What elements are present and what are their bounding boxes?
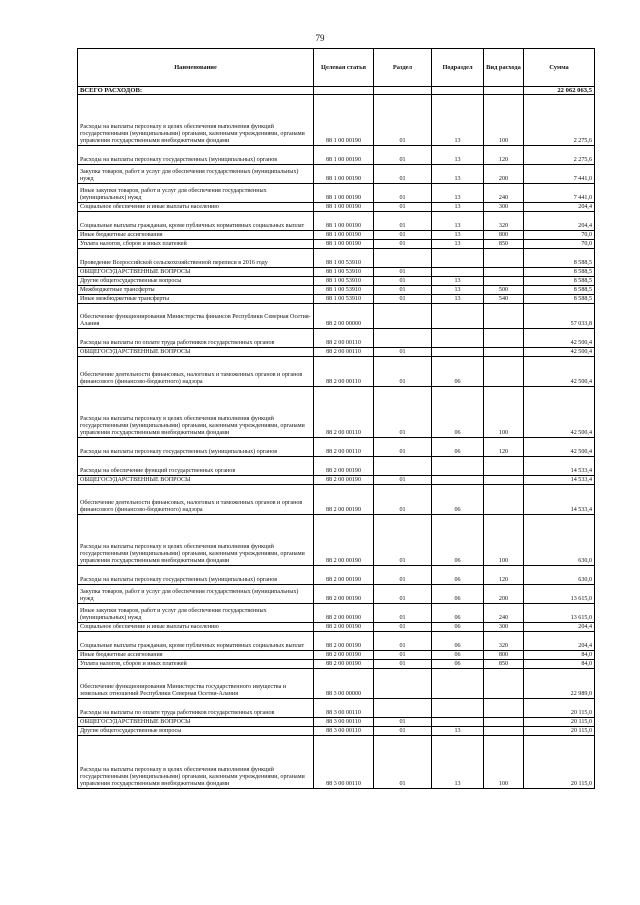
cell-target: 88 1 00 00190 (314, 240, 374, 249)
cell-type: 320 (484, 212, 524, 231)
cell-subsection: 06 (432, 566, 484, 585)
table-row (78, 485, 595, 515)
cell-section: 01 (374, 240, 432, 249)
cell-name: Расходы на обеспечение функций государственных органов (78, 457, 314, 476)
table-row (78, 438, 595, 457)
table-row (78, 718, 595, 727)
cell-name: Другие общегосударственные вопросы (78, 277, 314, 286)
header-sum: Сумма (524, 49, 595, 87)
table-row (78, 669, 595, 699)
cell-name: Иные бюджетные ассигнования (78, 651, 314, 660)
cell-sum: 2 275,6 (524, 95, 595, 146)
budget-table (77, 48, 595, 789)
cell-target: 88 1 00 00190 (314, 184, 374, 203)
cell-sum: 7 441,0 (524, 184, 595, 203)
cell-name: Социальные выплаты гражданам, кроме публичных нормативных социальных выплат (78, 632, 314, 651)
cell-target: 88 1 00 53910 (314, 249, 374, 268)
cell-type: 100 (484, 95, 524, 146)
cell-target: 88 3 00 00110 (314, 718, 374, 727)
cell-section (374, 669, 432, 699)
cell-subsection (432, 329, 484, 348)
cell-name: Закупка товаров, работ и услуг для обеспечения государственных (муниципальных) нужд (78, 165, 314, 184)
cell-section: 01 (374, 277, 432, 286)
cell-name: Уплата налогов, сборов и иных платежей (78, 240, 314, 249)
cell-subsection: 06 (432, 651, 484, 660)
cell-name: Социальное обеспечение и иные выплаты населению (78, 623, 314, 632)
cell-sum: 20 115,0 (524, 699, 595, 718)
cell-target: 88 3 00 00000 (314, 669, 374, 699)
cell-subsection: 06 (432, 632, 484, 651)
cell-section (374, 87, 432, 95)
cell-section: 01 (374, 387, 432, 438)
cell-target: 88 3 00 00110 (314, 736, 374, 789)
cell-section: 01 (374, 438, 432, 457)
cell-type (484, 304, 524, 329)
cell-type: 200 (484, 585, 524, 604)
cell-type: 300 (484, 203, 524, 212)
cell-section (374, 699, 432, 718)
cell-sum: 8 588,5 (524, 277, 595, 286)
header-name: Наименование (78, 49, 314, 87)
table-row (78, 95, 595, 146)
cell-target: 88 1 00 53910 (314, 286, 374, 295)
cell-section: 01 (374, 295, 432, 304)
cell-subsection: 06 (432, 485, 484, 515)
table-row (78, 632, 595, 651)
cell-target: 88 2 00 00190 (314, 485, 374, 515)
cell-name: Закупка товаров, работ и услуг для обеспечения государственных (муниципальных) нужд (78, 585, 314, 604)
cell-sum: 8 588,5 (524, 295, 595, 304)
cell-target: 88 1 00 00190 (314, 95, 374, 146)
cell-section: 01 (374, 485, 432, 515)
cell-subsection: 06 (432, 515, 484, 566)
cell-name: Иные межбюджетные трансферты (78, 295, 314, 304)
cell-subsection: 06 (432, 623, 484, 632)
cell-type (484, 357, 524, 387)
cell-section (374, 249, 432, 268)
cell-name: ОБЩЕГОСУДАРСТВЕННЫЕ ВОПРОСЫ (78, 268, 314, 277)
table-row (78, 249, 595, 268)
table-header-row (78, 49, 595, 87)
cell-subsection (432, 249, 484, 268)
cell-target: 88 2 00 00000 (314, 304, 374, 329)
cell-sum: 20 115,0 (524, 718, 595, 727)
table-row (78, 727, 595, 736)
cell-type: 800 (484, 231, 524, 240)
cell-subsection (432, 699, 484, 718)
cell-target: 88 2 00 00110 (314, 357, 374, 387)
table-row (78, 348, 595, 357)
cell-section: 01 (374, 95, 432, 146)
table-row (78, 660, 595, 669)
cell-section: 01 (374, 651, 432, 660)
page-number: 79 (315, 33, 325, 43)
cell-subsection (432, 87, 484, 95)
cell-target: 88 1 00 00190 (314, 212, 374, 231)
cell-name: Обеспечение деятельности финансовых, налоговых и таможенных органов и органов финансового (финансово-бюджетного) надзора (78, 485, 314, 515)
cell-name: Иные закупки товаров, работ и услуг для обеспечения государственных (муниципальных) нужд (78, 604, 314, 623)
cell-target: 88 3 00 00110 (314, 699, 374, 718)
cell-section: 01 (374, 165, 432, 184)
cell-section: 01 (374, 604, 432, 623)
cell-type: 100 (484, 736, 524, 789)
table-row (78, 329, 595, 348)
cell-section: 01 (374, 146, 432, 165)
cell-sum: 2 275,6 (524, 146, 595, 165)
cell-name: Иные бюджетные ассигнования (78, 231, 314, 240)
cell-target: 88 1 00 00190 (314, 231, 374, 240)
cell-subsection: 06 (432, 357, 484, 387)
cell-type (484, 268, 524, 277)
cell-section: 01 (374, 566, 432, 585)
cell-type: 850 (484, 660, 524, 669)
cell-target: 88 2 00 00190 (314, 566, 374, 585)
cell-sum: 8 588,5 (524, 249, 595, 268)
cell-name: Расходы на выплаты персоналу в целях обеспечения выполнения функций государственными (муниципальными) органами, казенными учреждениями, органами управления государственными внебюджетными фондами (78, 736, 314, 789)
cell-section: 01 (374, 736, 432, 789)
cell-target: 88 2 00 00190 (314, 515, 374, 566)
cell-type (484, 348, 524, 357)
cell-target: 88 1 00 00190 (314, 203, 374, 212)
table-row (78, 277, 595, 286)
table-row (78, 515, 595, 566)
cell-section (374, 457, 432, 476)
cell-section: 01 (374, 727, 432, 736)
cell-subsection: 06 (432, 438, 484, 457)
table-row (78, 212, 595, 231)
cell-name: Обеспечение функционирования Министерства финансов Республики Северная Осетия-Алания (78, 304, 314, 329)
cell-name: Расходы на выплаты персоналу государственных (муниципальных) органов (78, 438, 314, 457)
cell-name: ОБЩЕГОСУДАРСТВЕННЫЕ ВОПРОСЫ (78, 348, 314, 357)
cell-section: 01 (374, 718, 432, 727)
cell-section: 01 (374, 585, 432, 604)
cell-type: 100 (484, 387, 524, 438)
header-subsection: Подраздел (432, 49, 484, 87)
table-row (78, 203, 595, 212)
cell-name: Расходы на выплаты по оплате труда работников государственных органов (78, 329, 314, 348)
cell-sum: 42 500,4 (524, 387, 595, 438)
cell-subsection: 06 (432, 660, 484, 669)
cell-name: Расходы на выплаты персоналу в целях обеспечения выполнения функций государственными (муниципальными) органами, казенными учреждениями, органами управления государственными внебюджетными фондами (78, 515, 314, 566)
cell-target: 88 2 00 00110 (314, 329, 374, 348)
cell-section: 01 (374, 660, 432, 669)
cell-sum: 14 533,4 (524, 485, 595, 515)
cell-name: Расходы на выплаты персоналу в целях обеспечения выполнения функций государственными (муниципальными) органами, казенными учреждениями, органами управления государственными внебюджетными фондами (78, 95, 314, 146)
cell-subsection: 13 (432, 184, 484, 203)
cell-target (314, 87, 374, 95)
cell-sum: 20 115,0 (524, 736, 595, 789)
cell-target: 88 2 00 00110 (314, 387, 374, 438)
cell-section: 01 (374, 632, 432, 651)
cell-section: 01 (374, 286, 432, 295)
table-row (78, 295, 595, 304)
cell-target: 88 2 00 00190 (314, 651, 374, 660)
cell-section: 01 (374, 268, 432, 277)
cell-sum: 42 500,4 (524, 438, 595, 457)
cell-target: 88 1 00 53910 (314, 268, 374, 277)
table-row (78, 184, 595, 203)
cell-type (484, 249, 524, 268)
cell-type: 120 (484, 146, 524, 165)
cell-sum: 22 062 063,5 (524, 87, 595, 95)
cell-sum: 14 533,4 (524, 476, 595, 485)
cell-sum: 14 533,4 (524, 457, 595, 476)
cell-sum: 42 500,4 (524, 357, 595, 387)
cell-name: Другие общегосударственные вопросы (78, 727, 314, 736)
cell-sum: 204,4 (524, 212, 595, 231)
cell-subsection (432, 348, 484, 357)
cell-subsection: 13 (432, 231, 484, 240)
table-row (78, 304, 595, 329)
cell-sum: 204,4 (524, 623, 595, 632)
cell-name: Расходы на выплаты персоналу государственных (муниципальных) органов (78, 146, 314, 165)
cell-type (484, 699, 524, 718)
cell-target: 88 2 00 00190 (314, 585, 374, 604)
cell-target: 88 2 00 00190 (314, 632, 374, 651)
cell-name: Обеспечение деятельности финансовых, налоговых и таможенных органов и органов финансового (финансово-бюджетного) надзора (78, 357, 314, 387)
cell-target: 88 2 00 00110 (314, 348, 374, 357)
cell-target: 88 1 00 53910 (314, 277, 374, 286)
table-row (78, 231, 595, 240)
cell-section: 01 (374, 623, 432, 632)
cell-subsection: 13 (432, 727, 484, 736)
cell-type: 300 (484, 623, 524, 632)
table-row (78, 699, 595, 718)
cell-subsection (432, 268, 484, 277)
cell-sum: 13 615,0 (524, 585, 595, 604)
table-row (78, 604, 595, 623)
cell-subsection: 13 (432, 277, 484, 286)
cell-subsection (432, 457, 484, 476)
cell-subsection: 06 (432, 604, 484, 623)
table-row (78, 165, 595, 184)
cell-subsection: 13 (432, 736, 484, 789)
cell-type (484, 485, 524, 515)
cell-sum: 20 115,0 (524, 727, 595, 736)
cell-section: 01 (374, 212, 432, 231)
cell-name: Расходы на выплаты персоналу в целях обеспечения выполнения функций государственными (муниципальными) органами, казенными учреждениями, органами управления государственными внебюджетными фондами (78, 387, 314, 438)
cell-section: 01 (374, 348, 432, 357)
cell-sum: 630,0 (524, 566, 595, 585)
total-row (78, 87, 595, 95)
cell-name: ОБЩЕГОСУДАРСТВЕННЫЕ ВОПРОСЫ (78, 476, 314, 485)
cell-sum: 57 033,8 (524, 304, 595, 329)
header-target: Целевая статья (314, 49, 374, 87)
cell-subsection: 13 (432, 286, 484, 295)
table-row (78, 623, 595, 632)
table-row (78, 387, 595, 438)
cell-type: 800 (484, 651, 524, 660)
cell-sum: 13 615,0 (524, 604, 595, 623)
cell-type (484, 727, 524, 736)
table-row (78, 476, 595, 485)
cell-target: 88 2 00 00190 (314, 476, 374, 485)
cell-section: 01 (374, 203, 432, 212)
table-row (78, 736, 595, 789)
table-row (78, 146, 595, 165)
cell-name: Уплата налогов, сборов и иных платежей (78, 660, 314, 669)
cell-name: Проведение Всероссийской сельскохозяйственной переписи в 2016 году (78, 249, 314, 268)
cell-sum: 70,0 (524, 231, 595, 240)
cell-sum: 630,0 (524, 515, 595, 566)
table-row (78, 240, 595, 249)
table-row (78, 651, 595, 660)
cell-section: 01 (374, 476, 432, 485)
cell-sum: 7 441,0 (524, 165, 595, 184)
table-row (78, 585, 595, 604)
cell-target: 88 2 00 00190 (314, 623, 374, 632)
cell-type: 320 (484, 632, 524, 651)
cell-subsection: 13 (432, 240, 484, 249)
table-body (78, 87, 595, 789)
cell-target: 88 1 00 53910 (314, 295, 374, 304)
cell-section: 01 (374, 357, 432, 387)
cell-type (484, 87, 524, 95)
cell-type: 240 (484, 184, 524, 203)
cell-type: 100 (484, 515, 524, 566)
cell-type (484, 669, 524, 699)
cell-type (484, 277, 524, 286)
cell-sum: 204,4 (524, 203, 595, 212)
cell-target: 88 2 00 00190 (314, 457, 374, 476)
cell-subsection: 13 (432, 295, 484, 304)
cell-type (484, 718, 524, 727)
cell-sum: 84,0 (524, 660, 595, 669)
cell-name: Расходы на выплаты по оплате труда работников государственных органов (78, 699, 314, 718)
cell-name: ОБЩЕГОСУДАРСТВЕННЫЕ ВОПРОСЫ (78, 718, 314, 727)
cell-sum: 42 500,4 (524, 329, 595, 348)
cell-subsection: 13 (432, 165, 484, 184)
cell-subsection: 13 (432, 203, 484, 212)
cell-subsection: 13 (432, 146, 484, 165)
cell-type: 850 (484, 240, 524, 249)
table-row (78, 268, 595, 277)
cell-type: 240 (484, 604, 524, 623)
table-row (78, 457, 595, 476)
cell-section (374, 329, 432, 348)
cell-target: 88 1 00 00190 (314, 165, 374, 184)
cell-sum: 42 500,4 (524, 348, 595, 357)
cell-sum: 84,0 (524, 651, 595, 660)
cell-target: 88 3 00 00110 (314, 727, 374, 736)
cell-section: 01 (374, 184, 432, 203)
table-row (78, 357, 595, 387)
cell-type (484, 476, 524, 485)
header-section: Раздел (374, 49, 432, 87)
cell-type: 120 (484, 566, 524, 585)
cell-sum: 8 588,5 (524, 286, 595, 295)
cell-name: ВСЕГО РАСХОДОВ: (78, 87, 314, 95)
cell-target: 88 2 00 00190 (314, 604, 374, 623)
cell-target: 88 2 00 00190 (314, 660, 374, 669)
cell-name: Расходы на выплаты персоналу государственных (муниципальных) органов (78, 566, 314, 585)
cell-subsection (432, 669, 484, 699)
cell-subsection: 13 (432, 95, 484, 146)
cell-name: Социальные выплаты гражданам, кроме публичных нормативных социальных выплат (78, 212, 314, 231)
header-type: Вид расхода (484, 49, 524, 87)
cell-sum: 204,4 (524, 632, 595, 651)
cell-subsection: 13 (432, 212, 484, 231)
cell-sum: 70,0 (524, 240, 595, 249)
cell-subsection (432, 304, 484, 329)
cell-type: 500 (484, 286, 524, 295)
cell-subsection: 06 (432, 585, 484, 604)
cell-sum: 8 588,5 (524, 268, 595, 277)
cell-name: Иные закупки товаров, работ и услуг для обеспечения государственных (муниципальных) нужд (78, 184, 314, 203)
cell-type: 540 (484, 295, 524, 304)
cell-name: Обеспечение функционирования Министерства государственного имущества и земельных отношений Республики Северная Осетия-Алания (78, 669, 314, 699)
cell-type (484, 329, 524, 348)
cell-type (484, 457, 524, 476)
cell-name: Социальное обеспечение и иные выплаты населению (78, 203, 314, 212)
cell-type: 120 (484, 438, 524, 457)
cell-subsection (432, 476, 484, 485)
cell-target: 88 2 00 00110 (314, 438, 374, 457)
table-row (78, 286, 595, 295)
cell-section: 01 (374, 231, 432, 240)
cell-type: 200 (484, 165, 524, 184)
table-row (78, 566, 595, 585)
cell-sum: 22 989,0 (524, 669, 595, 699)
cell-target: 88 1 00 00190 (314, 146, 374, 165)
cell-section (374, 304, 432, 329)
cell-section: 01 (374, 515, 432, 566)
cell-subsection (432, 718, 484, 727)
cell-subsection: 06 (432, 387, 484, 438)
cell-name: Межбюджетные трансферты (78, 286, 314, 295)
